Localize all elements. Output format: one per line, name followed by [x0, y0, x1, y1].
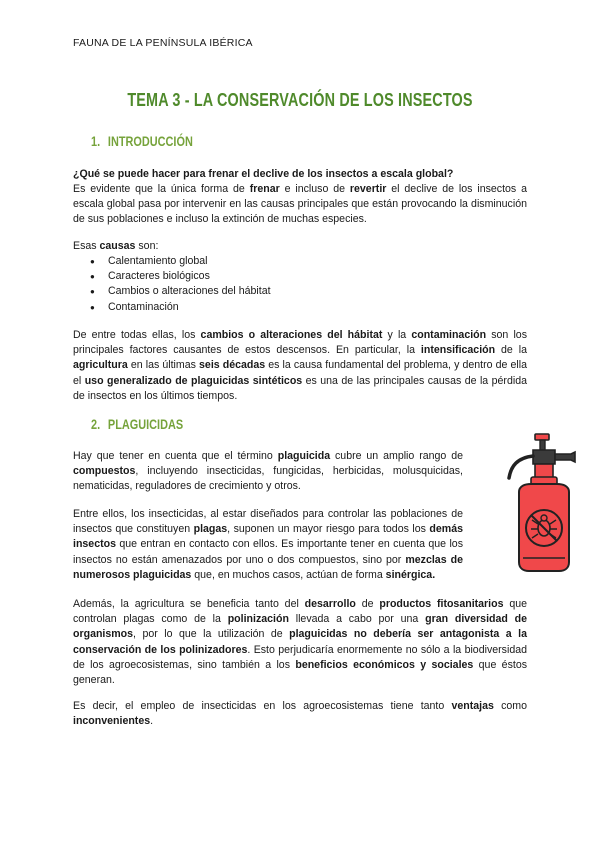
section-heading-plaguicidas — [91, 416, 183, 432]
causes-list — [90, 254, 271, 315]
intro-paragraph-2: De entre todas ellas, los cambios o alteraciones del hábitat y la contaminación son los principales factores causantes de estos descensos. En particular, la intensificación de la agricultura en las últimas seis décadas es la causa fundamental del problema, y dentro de ella el uso generalizado de plaguicidas sintéticos es una de las principales causas de la pérdida de insectos en los últimos tiempos. — [73, 329, 527, 402]
section-number: 1. — [91, 133, 101, 149]
plaguicidas-paragraph-1: Hay que tener en cuenta que el término plaguicida cubre un amplio rango de compuestos, incluyendo insecticidas, fungicidas, herbicidas, molusquicidas, nematicidas, reguladores de crecimiento y otros. — [73, 450, 463, 493]
section-title: PLAGUICIDAS — [107, 416, 184, 432]
causes-intro: Esas causas son: — [73, 240, 159, 252]
intro-paragraph-1: Es evidente que la única forma de frenar e incluso de revertir el declive de los insectos a escala global pasa por intervenir en las causas principales que están provocando la disminución de sus poblaciones e incluso la extinción de muchas especies. — [73, 183, 527, 226]
plaguicidas-paragraph-3: Además, la agricultura se beneficia tanto del desarrollo de productos fitosanitarios que controlan plagas como de la polinización llevada a cabo por una gran diversidad de organismos, por lo que la utilización de plaguicidas no debería ser antagonista a la conservación de los polinizadores. Esto perjudicaría enormemente no sólo a la biodiversidad de los agroecosistemas, sino también a los beneficios económicos y sociales que éstos generan. — [73, 598, 528, 687]
section-title: INTRODUCCIÓN — [107, 133, 193, 149]
page-title: TEMA 3 - LA CONSERVACIÓN DE LOS INSECTOS — [127, 90, 473, 110]
plaguicidas-paragraph-4: Es decir, el empleo de insecticidas en los agroecosistemas tiene tanto ventajas como inconvenientes. — [73, 700, 527, 728]
pesticide-sprayer-icon — [505, 432, 583, 574]
section-number: 2. — [91, 416, 101, 432]
plaguicidas-paragraph-2: Entre ellos, los insecticidas, al estar diseñados para controlar las poblaciones de insectos que constituyen plagas, suponen un mayor riesgo para todos los demás insectos que entran en contacto con ellos. Es importante tener en cuenta que los insectos no están amenazados por uno o dos compuestos, sino por mezclas de numerosos plaguicidas que, en muchos casos, actúan de forma sinérgica. — [73, 508, 463, 581]
list-item: ● Cambios o alteraciones del hábitat — [90, 284, 271, 299]
list-item: ● Caracteres biológicos — [90, 269, 271, 284]
intro-question: ¿Qué se puede hacer para frenar el declive de los insectos a escala global? — [73, 168, 454, 180]
running-header: FAUNA DE LA PENÍNSULA IBÉRICA — [73, 37, 253, 49]
section-heading-introduccion — [91, 133, 193, 149]
list-item: ● Contaminación — [90, 300, 271, 315]
list-item: ● Calentamiento global — [90, 254, 271, 269]
